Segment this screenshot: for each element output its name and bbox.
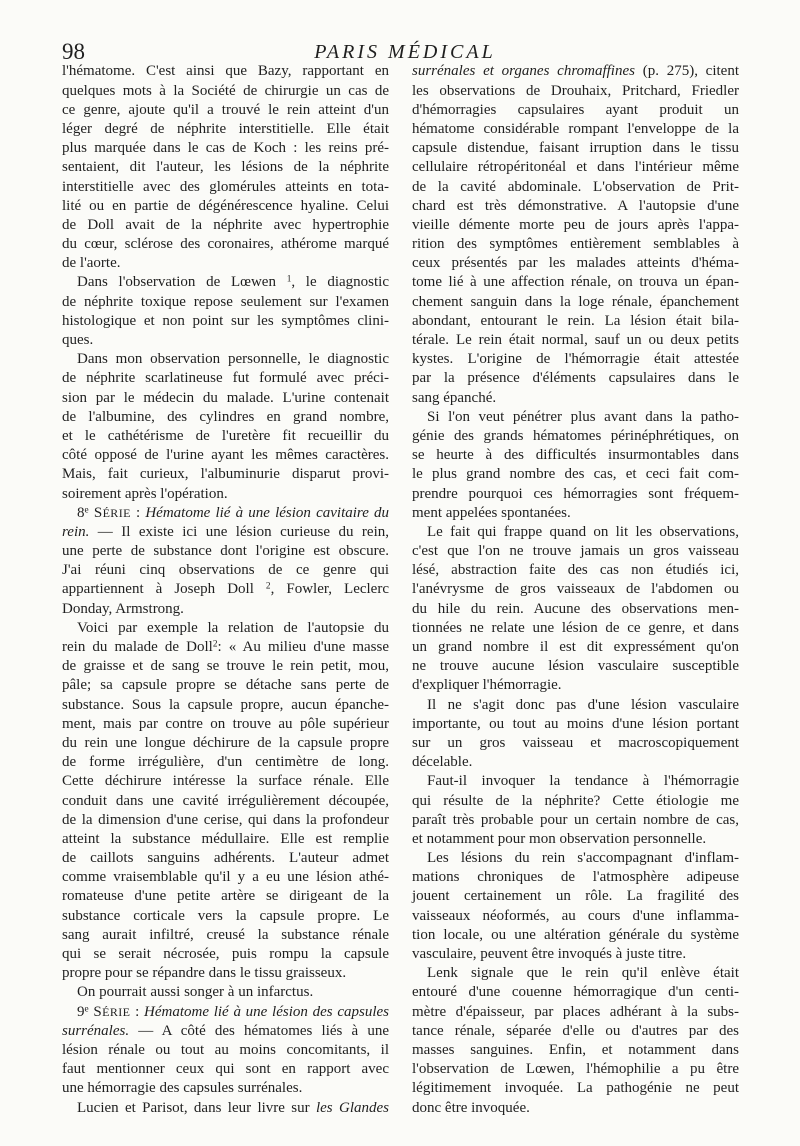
text-line: les observations de Drouhaix, Pritchard, Friedler <box>412 82 739 99</box>
text-line: quelques mots à la Société de chirurgie un cas de <box>62 82 389 99</box>
text-line: masses sanguines. Enfin, et notamment dans <box>412 1041 739 1058</box>
text-run: 8 <box>77 504 85 521</box>
text-line: importante, ou tout au moins d'une lésion portant <box>412 715 739 732</box>
text-line: chard est très démonstrative. A l'autopsie d'une <box>412 197 739 214</box>
text-line: ne trouve aucune lésion vasculaire susceptible <box>412 658 739 675</box>
text-line: substance. Sous la capsule propre, aucun épanche- <box>62 696 389 713</box>
right-column <box>412 62 739 1117</box>
italic-text: rein. <box>62 523 90 540</box>
paragraph <box>412 408 739 523</box>
small-caps-text: SÉRIE <box>93 504 131 521</box>
paragraph <box>62 1003 389 1099</box>
text-line: Cette déchirure intéresse la surface rénale. Elle <box>62 773 389 790</box>
text-line: de néphrite scarlatineuse fut formulé avec préci- <box>62 370 389 387</box>
text-line: mations chroniques de l'atmosphère adipeuse <box>412 869 739 886</box>
text-line: du cœur, sclérose des coronaires, athérome marqué <box>62 236 389 253</box>
text-line: léger degré de néphrite interstitielle. Elle était <box>62 120 389 137</box>
text-run: : <box>130 504 146 521</box>
text-run: — Il existe ici une lésion curieuse du rein, <box>89 523 389 540</box>
text-line: chement sanguin dans la loge rénale, épanchement <box>412 293 739 310</box>
superscript-marker: e <box>84 1003 89 1014</box>
superscript-marker: 2 <box>265 581 271 592</box>
text-line: et notamment pour mon observation personnelle. <box>412 830 707 847</box>
text-line: de caillots sanguins adhérents. L'auteur admet <box>62 850 389 867</box>
text-line: capsule distendue, faisant irruption dans le tissu <box>412 140 739 157</box>
text-line: sentaient, dit l'auteur, les lésions de la néphrite <box>62 159 389 176</box>
text-line: sur un gros vaisseau et macroscopiquement <box>412 734 739 751</box>
small-caps-text: SÉRIE <box>93 1003 131 1020</box>
text-line: tance rénale, séparée d'elle ou d'autres par des <box>412 1022 739 1039</box>
text-line: On pourrait aussi songer à un infarctus. <box>77 984 314 1001</box>
paragraph <box>412 772 739 849</box>
text-run: appartiennent à Joseph Doll <box>62 581 266 598</box>
text-line: décelable. <box>412 754 473 771</box>
text-line: l'hématome. C'est ainsi que Bazy, rapportant en <box>62 63 389 80</box>
text-line <box>62 638 389 657</box>
text-run: 9 <box>77 1003 85 1020</box>
text-line: par la présence d'éléments capsulaires dans le <box>412 370 739 387</box>
text-line: Donday, Armstrong. <box>62 600 184 617</box>
text-line: de Doll avait de la néphrite avec hypertrophie <box>62 216 389 233</box>
text-line: tionnées ne relate une lésion de ce genre, et dans <box>412 619 739 636</box>
paragraph <box>62 504 389 619</box>
text-line: de néphrite toxique repose seulement sur l'examen <box>62 293 389 310</box>
text-line <box>62 273 389 292</box>
text-line: génie des grands hématomes périnéphrétiques, on <box>412 427 739 444</box>
text-line: de la cavité abdominale. L'observation de Prit- <box>412 178 739 195</box>
text-line: qui résulte de la néphrite? Cette étiologie me <box>412 792 739 809</box>
italic-text: les Glandes <box>315 1099 389 1116</box>
text-line: lité ou en partie de dégénérescence hyaline. Celui <box>62 197 389 214</box>
paragraph <box>62 1099 389 1118</box>
text-line: le plus grand nombre des cas, et ceci fait com- <box>412 466 739 483</box>
text-line: du hile du rein. Aucune des observations men- <box>412 600 739 617</box>
text-line: sion par le médecin du malade. L'urine contenait <box>62 389 389 406</box>
text-run: — A côté des hématomes liés à une <box>129 1022 389 1039</box>
text-line: de forme irrégulière, d'un centimètre de long. <box>62 754 389 771</box>
superscript-marker: e <box>84 505 89 516</box>
text-line: de l'albumine, des cylindres en grand nombre, <box>62 408 389 425</box>
text-line: substance corticale vers la capsule propre. Le <box>62 907 389 924</box>
text-line: rition des symptômes entièrement semblables à <box>412 236 739 253</box>
text-line: se heurte à des difficultés insurmontables dans <box>412 447 739 464</box>
text-line: un grand nombre il est dit expressément qu'on <box>412 639 739 656</box>
text-line: c'est que l'on ne trouve jamais un gros vaisseau <box>412 543 739 560</box>
text-line: Les lésions du rein s'accompagnant d'inflam- <box>427 850 739 867</box>
text-line <box>62 1022 389 1041</box>
text-line: pâle; sa capsule propre se détache sans perte de <box>62 677 389 694</box>
text-line: vasculaire, peuvent être invoqués à juste titre. <box>412 946 687 963</box>
paragraph <box>412 696 739 773</box>
text-line: une hémorragie des capsules surrénales. <box>62 1080 303 1097</box>
paragraph <box>62 983 389 1002</box>
left-column <box>62 62 389 1117</box>
text-line: soirement après l'opération. <box>62 485 228 502</box>
text-line: donc être invoquée. <box>412 1099 530 1116</box>
paragraph <box>412 62 739 407</box>
text-line: abondant, entourant le rein. La lésion était bila- <box>412 312 739 329</box>
text-line: comme vraisemblable qu'il y a eu une lésion athé- <box>62 869 389 886</box>
text-line: Voici par exemple la relation de l'autopsie du <box>77 619 389 636</box>
text-line: qui se serait nécrosée, puis rompu la capsule <box>62 946 389 963</box>
paragraph <box>62 62 389 273</box>
text-line: paraît très probable pour un certain nombre de cas, <box>412 811 739 828</box>
paragraph <box>412 523 739 696</box>
superscript-marker: 2 <box>212 639 218 650</box>
text-line: lésé, abstraction faite des cas non étudiés ici, <box>412 562 739 579</box>
text-line: vaisseaux néoformés, au cours d'une inflamma- <box>412 907 739 924</box>
text-line: Dans mon observation personnelle, le diagnostic <box>77 351 389 368</box>
text-line: interstitielle avec des glomérules atteints en tota- <box>62 178 389 195</box>
paragraph <box>62 273 389 350</box>
text-run: : <box>130 1003 145 1020</box>
text-line: de l'aorte. <box>62 255 121 272</box>
text-line <box>62 504 389 523</box>
text-line: plus marquée dans le cas de Koch : les reins pré- <box>62 140 389 157</box>
italic-text: Hématome lié à une lésion cavitaire du <box>145 504 390 521</box>
text-line: ceux présentés par les malades atteints d'héma- <box>412 255 739 272</box>
text-line: ment, mais par contre on trouve au pôle supérieur <box>62 715 389 732</box>
text-line <box>62 523 389 542</box>
text-line: vieille démente morte peu de jours après l'appa- <box>412 216 739 233</box>
text-line: térale. Le rein était normal, sauf un ou deux petits <box>412 332 739 349</box>
text-line: légitimement invoquée. La pathogénie ne peut <box>412 1080 739 1097</box>
text-line: Le fait qui frappe quand on lit les observations, <box>427 523 739 540</box>
paragraph <box>412 964 739 1118</box>
text-line <box>62 1099 389 1118</box>
text-run: Dans l'observation de Lœwen <box>77 274 287 291</box>
text-line: sang aurait infiltré, creusé la substance rénale <box>62 926 389 943</box>
text-line: une perte de substance dont l'origine est obscure. <box>62 543 389 560</box>
text-run: rein du malade de Doll <box>62 639 213 656</box>
text-run: Lucien et Parisot, dans leur livre sur <box>77 1099 316 1116</box>
text-run: , le diagnostic <box>291 274 390 291</box>
text-line <box>412 62 739 81</box>
text-line: histologique et non point sur les symptômes clini- <box>62 312 389 329</box>
page-number: 98 <box>62 39 85 64</box>
text-line <box>62 580 389 599</box>
text-line: lésion rénale ou tout au moins concomitants, il <box>62 1041 389 1058</box>
running-title: PARIS MÉDICAL <box>314 41 496 63</box>
text-line: ce genre, ajoute qu'il a trouvé le rein atteint d'un <box>62 101 389 118</box>
text-line: ques. <box>62 332 94 349</box>
text-line: l'anévrysme de gros vaisseaux de l'abdomen ou <box>412 581 739 598</box>
text-line: kystes. L'origine de l'hémorragie était attestée <box>412 351 739 368</box>
text-line: ment appelées spontanées. <box>412 504 571 521</box>
text-run: (p. 275), citent <box>634 63 740 80</box>
text-line: mètre d'épaisseur, par places adhérant à la subs- <box>412 1003 739 1020</box>
text-run: , Fowler, Leclerc <box>270 581 389 598</box>
text-line: cellulaire rétropéritonéal et dans l'intérieur même <box>412 159 739 176</box>
paragraph <box>62 619 389 984</box>
text-line: d'hémorragies capsulaires ayant produit un <box>412 101 739 118</box>
text-line: du rein une longue déchirure de la capsule propre <box>62 734 389 751</box>
text-line: Mais, fait curieux, l'albuminurie disparut provi- <box>62 466 389 483</box>
text-line: conduit dans une cavité irrégulièrement découpée, <box>62 792 389 809</box>
italic-text: surrénales. <box>62 1022 130 1039</box>
text-line: propre pour se répandre dans le tissu graisseux. <box>62 965 347 982</box>
paragraph <box>62 350 389 504</box>
italic-text: surrénales et organes chromaffines <box>412 63 635 80</box>
text-line: de graisse et de sang se trouve le rein petit, mou, <box>62 658 389 675</box>
text-line: romateuse d'une petite artère se dirigeant de la <box>62 888 389 905</box>
text-line: atteint la substance médullaire. Elle est remplie <box>62 830 389 847</box>
text-line <box>62 1003 389 1022</box>
text-line: d'expliquer l'hémorragie. <box>412 677 562 694</box>
text-line: l'observation de Lœwen, l'hémophilie a pu être <box>412 1061 739 1078</box>
text-line: Faut-il invoquer la tendance à l'hémorragie <box>427 773 739 790</box>
text-line: tion locale, ou une altération générale du système <box>412 926 739 943</box>
text-line: hématome considérable rompant l'enveloppe de la <box>412 120 739 137</box>
text-line: et le cathétérisme de l'uretère fit recueillir du <box>62 427 389 444</box>
text-line: prendre pourquoi ces hémorragies sont fréquem- <box>412 485 739 502</box>
text-line: Lenk signale que le rein qu'il enlève était <box>427 965 739 982</box>
superscript-marker: 1 <box>286 274 292 285</box>
text-line: de la dimension d'une cerise, qui dans la profondeur <box>62 811 389 828</box>
text-line: sang épanché. <box>412 389 497 406</box>
text-line: Si l'on veut pénétrer plus avant dans la patho- <box>427 408 739 425</box>
text-line: Il ne s'agit donc pas d'une lésion vasculaire <box>427 696 739 713</box>
text-line: jouent certainement un rôle. La fragilité des <box>412 888 739 905</box>
text-line: J'ai réuni cinq observations de ce genre qui <box>62 562 389 579</box>
italic-text: Hématome lié à une lésion des capsules <box>144 1003 389 1020</box>
text-line: côté opposé de l'urine ayant les mêmes caractères. <box>62 447 389 464</box>
text-run: : « Au milieu d'une masse <box>217 639 389 656</box>
text-line: tome lié à une affection rénale, on trouva un épan- <box>412 274 739 291</box>
paragraph <box>412 849 739 964</box>
text-line: entouré d'une couenne hémorragique d'un centi- <box>412 984 739 1001</box>
text-line: faut mentionner ceux qui sont en rapport avec <box>62 1061 389 1078</box>
